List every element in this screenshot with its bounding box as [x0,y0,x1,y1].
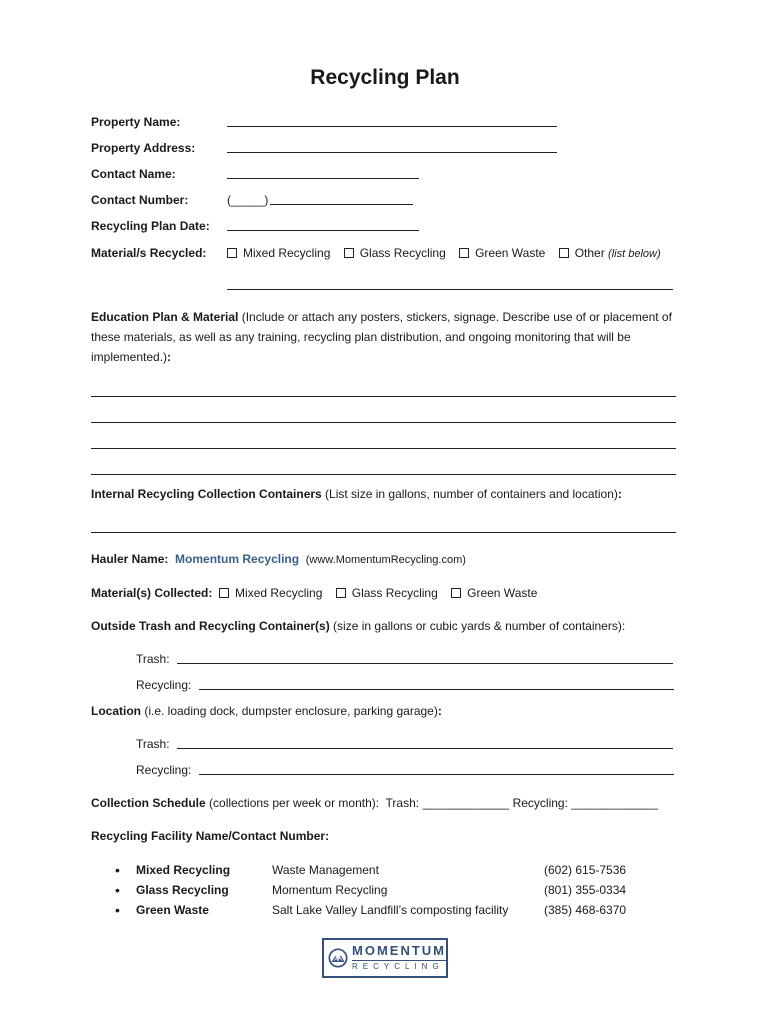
checkbox[interactable] [336,588,346,598]
hauler-name: Momentum Recycling [175,552,300,566]
bullet: • [115,862,120,878]
other-materials-line[interactable] [227,289,673,290]
internal-text: (List size in gallons, number of containers and location) [321,487,618,501]
hauler-row [91,552,466,566]
schedule-trash-label: Trash: [385,796,420,810]
education-plan-description [91,307,691,367]
schedule-text: (collections per week or month): [205,796,380,810]
hauler-label: Hauler Name: [91,552,169,566]
option-other[interactable] [559,246,661,260]
plan-date-label: Recycling Plan Date: [91,219,210,233]
collected-glass-recycling[interactable] [336,586,438,600]
logo-line2: RECYCLING [352,960,446,973]
outside-trash-label: Trash: [136,652,170,666]
property-address-label: Property Address: [91,141,196,155]
materials-collected-row [91,586,537,600]
contact-number-field[interactable] [270,193,413,205]
option-label: Glass Recycling [351,586,438,600]
facility-name: Salt Lake Valley Landfill’s composting facility [272,903,509,917]
facility-material: Green Waste [136,903,209,917]
facility-name: Waste Management [272,863,379,877]
property-address-field[interactable] [227,141,557,153]
schedule-label: Collection Schedule [91,796,206,810]
education-label: Education Plan & Material [91,310,239,324]
plan-date-field[interactable] [227,219,419,231]
facility-heading: Recycling Facility Name/Contact Number: [91,829,330,843]
facility-material: Glass Recycling [136,883,229,897]
colon: : [617,487,622,501]
area-code-field[interactable]: (_____) [227,193,269,207]
facility-name: Momentum Recycling [272,883,388,897]
materials-recycled-label: Material/s Recycled: [91,246,207,260]
internal-containers-description [91,487,622,501]
checkbox[interactable] [227,248,237,258]
education-line-3[interactable] [91,448,676,449]
internal-containers-line[interactable] [91,532,676,533]
education-line-4[interactable] [91,474,676,475]
outside-containers-description [91,619,625,633]
schedule-recycling-field[interactable]: _____________ [571,796,659,810]
location-trash-label: Trash: [136,737,170,751]
location-recycling-field[interactable] [199,763,674,775]
materials-collected-label: Material(s) Collected: [91,586,213,600]
momentum-recycling-logo [322,938,448,978]
bullet: • [115,882,120,898]
option-green-waste[interactable] [459,246,545,260]
facility-phone: (602) 615-7536 [544,863,627,877]
logo-line1: MOMENTUM [352,942,446,958]
option-glass-recycling[interactable] [344,246,446,260]
materials-recycled-options [227,246,661,260]
education-text: (Include or attach any posters, stickers, signage. Describe use of or placement of these materials, as well as any training, recycling plan distribution, and ongoing monitoring that will be implemented.) [91,310,672,364]
outside-label: Outside Trash and Recycling Container(s) [91,619,330,633]
option-label: Mixed Recycling [243,246,331,260]
contact-number-label: Contact Number: [91,193,189,207]
option-mixed-recycling[interactable] [227,246,330,260]
outside-text: (size in gallons or cubic yards & number of containers): [329,619,626,633]
checkbox[interactable] [344,248,354,258]
facility-phone: (801) 355-0334 [544,883,627,897]
location-trash-field[interactable] [177,737,673,749]
colon: : [437,704,442,718]
location-label: Location [91,704,141,718]
option-label: Glass Recycling [359,246,446,260]
option-label: Other [574,246,605,260]
option-label: Green Waste [475,246,546,260]
contact-name-field[interactable] [227,167,419,179]
education-line-1[interactable] [91,396,676,397]
checkbox[interactable] [451,588,461,598]
schedule-trash-field[interactable]: _____________ [422,796,510,810]
checkbox[interactable] [459,248,469,258]
option-label: Green Waste [467,586,538,600]
checkbox[interactable] [559,248,569,258]
outside-recycling-label: Recycling: [136,678,192,692]
property-name-label: Property Name: [91,115,181,129]
hauler-url: (www.MomentumRecycling.com) [305,554,466,566]
outside-recycling-field[interactable] [199,678,674,690]
schedule-recycling-label: Recycling: [512,796,568,810]
internal-label: Internal Recycling Collection Containers [91,487,322,501]
facility-phone: (385) 468-6370 [544,903,627,917]
checkbox[interactable] [219,588,229,598]
colon: : [167,350,172,364]
collected-green-waste[interactable] [451,586,537,600]
collection-schedule-row [91,796,658,810]
location-recycling-label: Recycling: [136,763,192,777]
logo-text [352,944,446,973]
property-name-field[interactable] [227,115,557,127]
location-description [91,704,442,718]
education-line-2[interactable] [91,422,676,423]
contact-name-label: Contact Name: [91,167,176,181]
collected-mixed-recycling[interactable] [219,586,322,600]
page-title: Recycling Plan [310,66,460,89]
option-label: Mixed Recycling [235,586,323,600]
outside-trash-field[interactable] [177,652,673,664]
other-note: (list below) [608,248,661,260]
mountain-logo-icon [328,943,348,973]
location-text: (i.e. loading dock, dumpster enclosure, parking garage) [141,704,438,718]
facility-material: Mixed Recycling [136,863,231,877]
bullet: • [115,902,120,918]
